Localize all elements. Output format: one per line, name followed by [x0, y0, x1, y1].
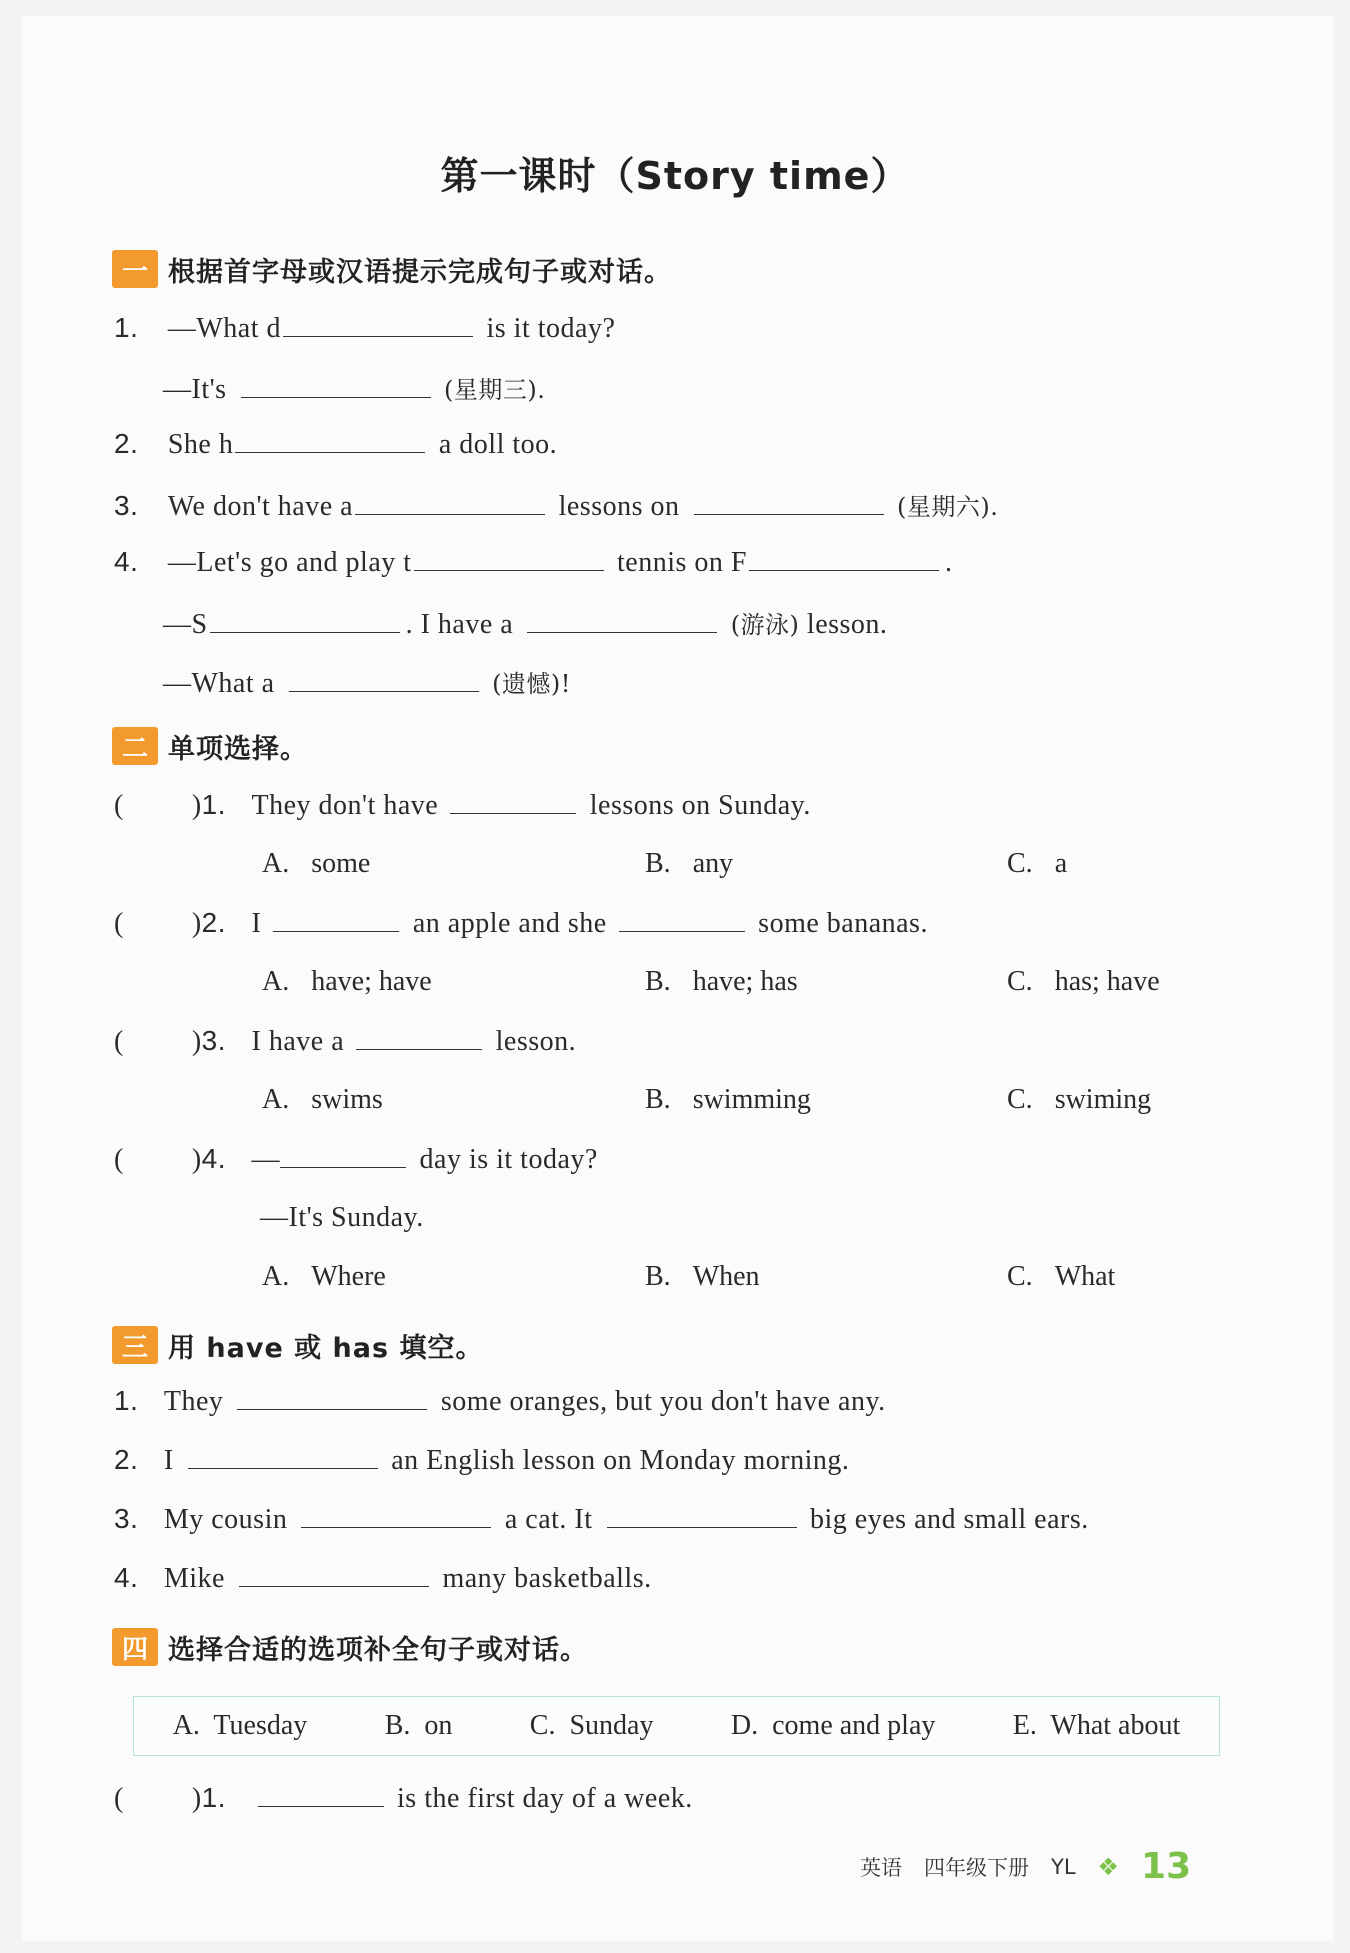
text: some oranges, but you don't have any. [440, 1386, 886, 1417]
text: a doll too. [438, 429, 558, 460]
answer-paren-close: ) [191, 1144, 202, 1175]
question-number: 4. [114, 1562, 139, 1593]
option-letter: C. [1007, 966, 1033, 997]
answer-blank[interactable] [237, 1408, 427, 1410]
section-4-header [112, 1627, 588, 1667]
answer-blank[interactable] [749, 569, 939, 571]
p2-q3 [114, 1025, 576, 1058]
p2-q1-option-b[interactable] [645, 848, 733, 880]
p2-q2 [114, 907, 928, 940]
question-number: 3. [114, 1503, 139, 1534]
text: . I have a [405, 609, 514, 640]
question-number: 2. [201, 907, 227, 938]
question-number: 2. [114, 428, 139, 459]
question-number: 1. [114, 312, 139, 343]
answer-paren-open[interactable]: ( [114, 1026, 124, 1057]
answer-paren-close: ) [191, 908, 202, 939]
p2-q1-option-a[interactable] [262, 848, 370, 880]
question-number: 1. [201, 1782, 227, 1813]
answer-paren-close: ) [191, 1026, 202, 1057]
text: is the first day of a week. [397, 1783, 693, 1814]
section-badge: 一 [112, 250, 158, 288]
option-letter: B. [645, 1261, 671, 1292]
p2-q3-option-a[interactable] [262, 1084, 383, 1116]
option-c[interactable]: C. Sunday [529, 1710, 654, 1741]
p3-q3 [114, 1503, 1089, 1536]
option-letter: B. [645, 1084, 671, 1115]
answer-blank[interactable] [607, 1526, 797, 1528]
text: big eyes and small ears. [810, 1504, 1089, 1535]
text: some bananas. [758, 908, 928, 939]
option-text: Where [311, 1261, 386, 1292]
text: lessons on [558, 491, 680, 522]
option-letter: C. [1007, 1261, 1033, 1292]
section-1-header [112, 249, 672, 289]
text: I [163, 1445, 174, 1476]
answer-blank[interactable] [301, 1526, 491, 1528]
p3-q1 [114, 1385, 886, 1418]
section-title: 单项选择。 [168, 733, 308, 765]
answer-blank[interactable] [356, 1048, 482, 1050]
chinese-hint: (星期三). [444, 376, 546, 404]
option-text: swiming [1054, 1084, 1152, 1115]
section-title: 根据首字母或汉语提示完成句子或对话。 [168, 256, 672, 288]
section-badge: 二 [112, 727, 158, 765]
answer-blank[interactable] [188, 1467, 378, 1469]
question-number: 4. [201, 1143, 227, 1174]
p2-q3-option-c[interactable] [1007, 1084, 1151, 1116]
p3-q2 [114, 1444, 849, 1477]
answer-blank[interactable] [241, 396, 431, 398]
option-text: When [692, 1261, 760, 1292]
option-a[interactable]: A. Tuesday [172, 1710, 308, 1741]
p1-q4b [163, 605, 887, 641]
option-letter: C. [1007, 1084, 1033, 1115]
text: —It's [163, 374, 227, 405]
option-letter: C. [1007, 848, 1033, 879]
question-number: 4. [114, 546, 139, 577]
answer-blank[interactable] [355, 513, 545, 515]
option-letter: B. [645, 966, 671, 997]
section-badge: 三 [112, 1326, 158, 1364]
option-text: have; has [692, 966, 798, 997]
text: an apple and she [412, 908, 607, 939]
p1-q1b [163, 370, 545, 406]
page-footer [860, 1846, 1213, 1887]
text: lesson. [495, 1026, 577, 1057]
text: a cat. It [504, 1504, 593, 1535]
question-number: 3. [114, 490, 139, 521]
text: I have a [251, 1026, 345, 1057]
answer-blank[interactable] [280, 1166, 406, 1168]
option-text: What [1054, 1261, 1116, 1292]
section-badge: 四 [112, 1628, 158, 1666]
text: — [251, 1144, 281, 1175]
question-number: 3. [201, 1025, 227, 1056]
text: day is it today? [419, 1144, 598, 1175]
answer-blank[interactable] [235, 451, 425, 453]
p2-q1-option-c[interactable] [1007, 848, 1067, 880]
text: is it today? [486, 313, 616, 344]
p2-q2-option-c[interactable] [1007, 966, 1160, 998]
p3-q4 [114, 1562, 652, 1595]
option-box [133, 1696, 1220, 1756]
p2-q4-line2: —It's Sunday. [260, 1202, 424, 1233]
p2-q4-option-a[interactable] [262, 1261, 386, 1293]
p2-q2-option-a[interactable] [262, 966, 432, 998]
answer-blank[interactable] [273, 930, 399, 932]
text: —What d [167, 313, 281, 344]
option-text: have; have [311, 966, 432, 997]
text: She h [167, 429, 234, 460]
option-text: swims [311, 1084, 383, 1115]
option-text: has; have [1054, 966, 1160, 997]
chinese-hint: (星期六). [897, 493, 999, 521]
text: We don't have a [167, 491, 354, 522]
diamond-icon: ❖ [1097, 1852, 1120, 1881]
answer-paren-close: ) [191, 1783, 202, 1814]
option-letter: A. [262, 1261, 290, 1292]
option-b[interactable]: B. on [384, 1710, 453, 1741]
p2-q4-option-b[interactable] [645, 1261, 760, 1293]
option-letter: B. [645, 848, 671, 879]
footer-subject: 英语 [860, 1855, 902, 1880]
answer-paren-open[interactable]: ( [114, 1144, 124, 1175]
page-number: 13 [1141, 1846, 1192, 1887]
p2-q1 [114, 789, 811, 822]
text: They [163, 1386, 224, 1417]
section-title: 用 have 或 has 填空。 [168, 1332, 484, 1364]
section-title: 选择合适的选项补全句子或对话。 [168, 1634, 588, 1666]
answer-blank[interactable] [239, 1585, 429, 1587]
question-number: 2. [114, 1444, 139, 1475]
question-number: 1. [114, 1385, 139, 1416]
answer-blank[interactable] [450, 812, 576, 814]
page-title: 第一课时（Story time） [440, 154, 910, 198]
p1-q3 [114, 487, 998, 523]
text: many basketballs. [442, 1563, 652, 1594]
answer-paren-close: ) [191, 790, 202, 821]
text: lessons on Sunday. [589, 790, 811, 821]
option-e[interactable]: E. What about [1012, 1710, 1181, 1741]
text: I [251, 908, 262, 939]
text: . [945, 547, 953, 578]
text: My cousin [163, 1504, 288, 1535]
text: Mike [163, 1563, 225, 1594]
answer-blank[interactable] [210, 631, 400, 633]
p1-q4c [163, 664, 571, 700]
option-letter: A. [262, 966, 290, 997]
answer-blank[interactable] [283, 335, 473, 337]
answer-blank[interactable] [694, 513, 884, 515]
chinese-hint: (遗憾)! [492, 670, 571, 698]
section-2-header [112, 726, 308, 766]
answer-paren-open[interactable]: ( [114, 1783, 124, 1814]
answer-paren-open[interactable]: ( [114, 790, 124, 821]
option-text: swimming [692, 1084, 811, 1115]
p2-q4-option-c[interactable] [1007, 1261, 1115, 1293]
answer-blank[interactable] [289, 690, 479, 692]
answer-blank[interactable] [414, 569, 604, 571]
option-text: some [311, 848, 371, 879]
footer-grade: 四年级下册 [924, 1855, 1029, 1880]
option-text: any [692, 848, 734, 879]
answer-blank[interactable] [619, 930, 745, 932]
option-letter: A. [262, 848, 290, 879]
footer-edition: YL [1051, 1854, 1076, 1879]
p4-q1 [114, 1782, 693, 1815]
text: —S [163, 609, 208, 640]
answer-paren-open[interactable]: ( [114, 908, 124, 939]
p2-q2-option-b[interactable] [645, 966, 798, 998]
chinese-hint: (游泳) [730, 611, 800, 639]
answer-blank[interactable] [258, 1805, 384, 1807]
p1-q2 [114, 428, 557, 461]
option-text: a [1054, 848, 1068, 879]
section-3-header [112, 1325, 483, 1365]
option-letter: A. [262, 1084, 290, 1115]
option-d[interactable]: D. come and play [730, 1710, 936, 1741]
p1-q4a [114, 546, 953, 579]
p2-q4 [114, 1143, 598, 1176]
p1-q1a [114, 312, 615, 345]
answer-blank[interactable] [527, 631, 717, 633]
text: They don't have [251, 790, 439, 821]
question-number: 1. [201, 789, 227, 820]
text: an English lesson on Monday morning. [391, 1445, 850, 1476]
text: tennis on F [617, 547, 747, 578]
text: lesson. [806, 609, 888, 640]
p2-q3-option-b[interactable] [645, 1084, 811, 1116]
text: —What a [163, 668, 275, 699]
text: —Let's go and play t [167, 547, 412, 578]
